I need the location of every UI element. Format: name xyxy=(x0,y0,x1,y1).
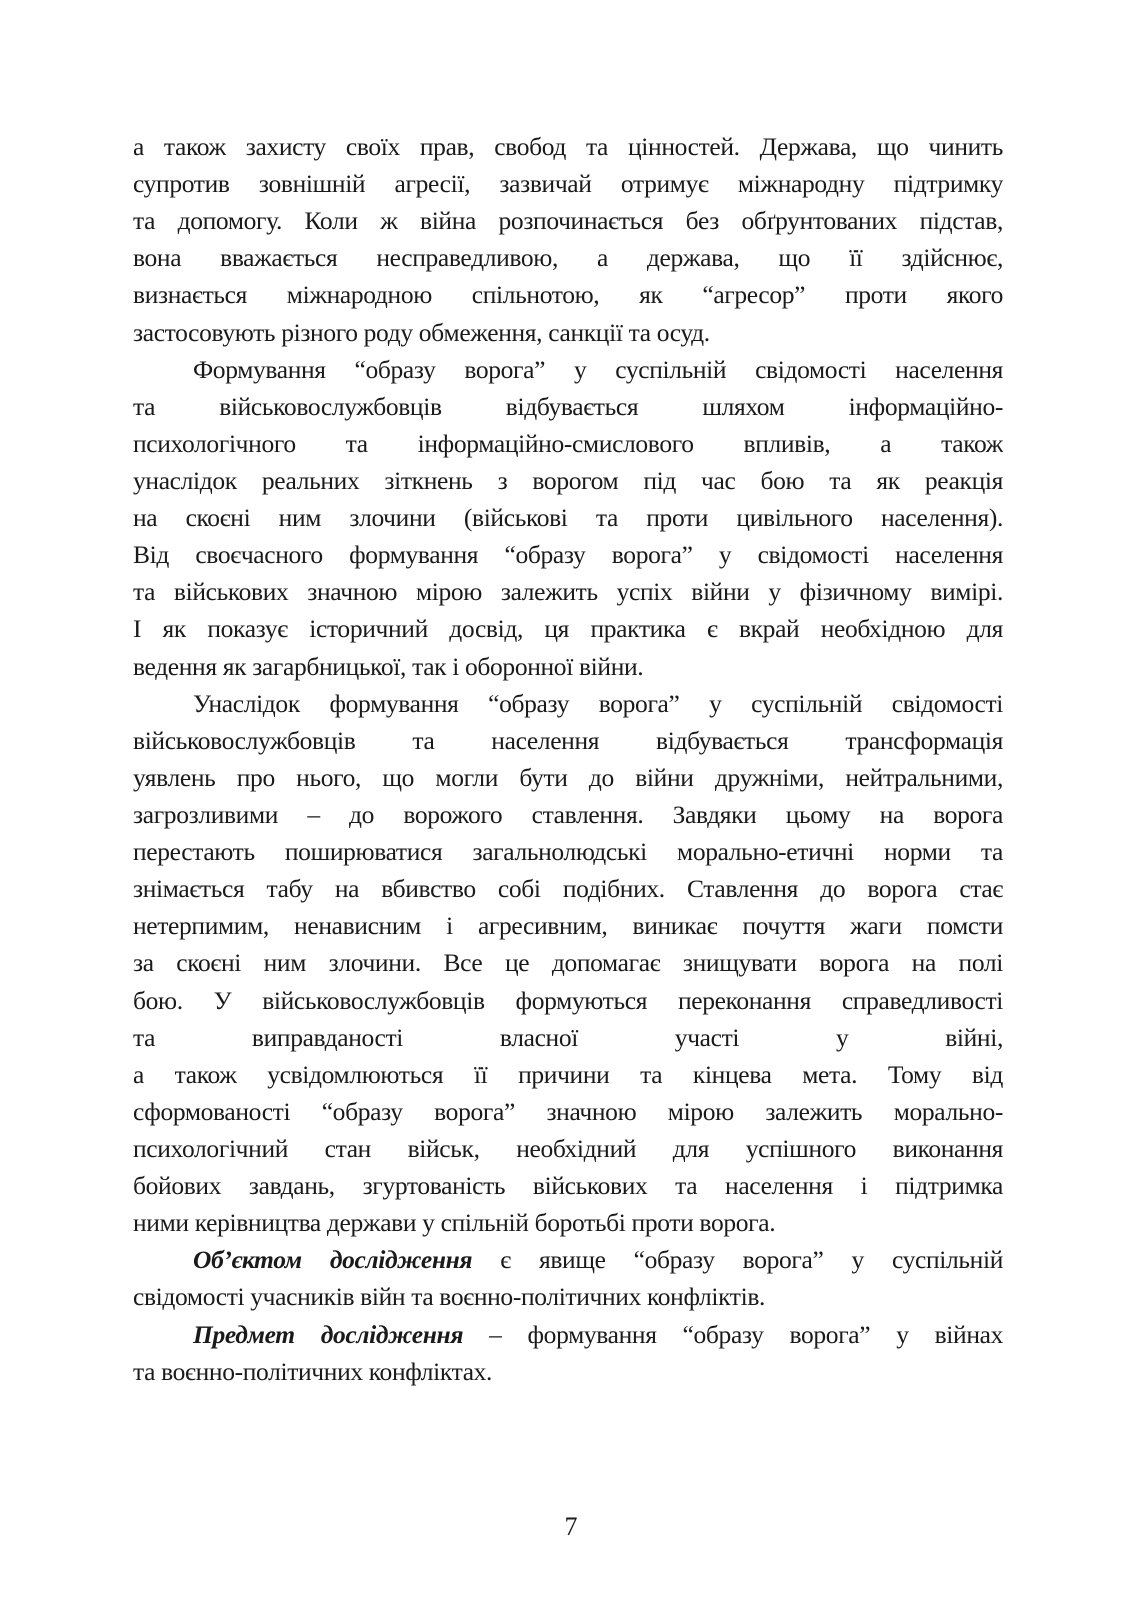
text-line: нетерпимим, ненависним і агресивним, виникає почуття жаги помсти xyxy=(133,911,1003,941)
text-line: та виправданості власної участі у війні, xyxy=(133,1022,1003,1052)
text-line: на скоєні ним злочини (військові та проти цивільного населення). xyxy=(133,503,1003,533)
text-line: загрозливими – до ворожого ставлення. Завдяки цьому на ворога xyxy=(133,799,1003,829)
text-line: військовослужбовців та населення відбувається трансформація xyxy=(133,725,1003,755)
text-line: та допомогу. Коли ж війна розпочинається без обґрунтованих підстав, xyxy=(133,206,1003,236)
text-line: знімається табу на вбивство собі подібних. Ставлення до ворога стає xyxy=(133,874,1003,904)
text-line: Від своєчасного формування “образу ворога” у свідомості населення xyxy=(133,540,1003,570)
object-of-study-line-2: свідомості учасників війн та воєнно-політичних конфліктів. xyxy=(133,1282,766,1312)
text-line: Унаслідок формування “образу ворога” у суспільній свідомості xyxy=(193,688,1003,718)
text-line: перестають поширюватися загальнолюдські морально-етичні норми та xyxy=(133,837,1003,867)
text-line: а також усвідомлюються її причини та кінцева мета. Тому від xyxy=(133,1059,1003,1089)
page-number: 7 xyxy=(564,1512,578,1541)
text-line: та військовослужбовців відбувається шляхом інформаційно- xyxy=(133,391,1003,421)
subject-of-study-term: Предмет дослідження xyxy=(193,1319,464,1349)
subject-of-study-line-2: та воєнно-політичних конфліктах. xyxy=(133,1356,493,1386)
text-line: бою. У військовослужбовців формуються переконання справедливості xyxy=(133,985,1003,1015)
text-line: уявлень про нього, що могли бути до війни дружніми, нейтральними, xyxy=(133,762,1003,792)
text-line: бойових завдань, згуртованість військових та населення і підтримка xyxy=(133,1171,1003,1201)
text-line: застосовують різного роду обмеження, санкції та осуд. xyxy=(133,317,710,347)
text-line: за скоєні ним злочини. Все це допомагає знищувати ворога на полі xyxy=(133,948,1003,978)
text-line: Формування “образу ворога” у суспільній свідомості населення xyxy=(193,354,1003,384)
subject-of-study-line-1: Предмет дослідження – формування “образу ворога” у війнах xyxy=(193,1319,1003,1349)
text-line: унаслідок реальних зіткнень з ворогом під час бою та як реакція xyxy=(133,465,1003,495)
paragraph-lines xyxy=(133,128,1003,1241)
object-of-study-line-1: Об’єктом дослідження є явище “образу ворога” у суспільній xyxy=(193,1245,1003,1275)
text-line: сформованості “образу ворога” значною мірою залежить морально- xyxy=(133,1096,1003,1126)
text-line: ними керівництва держави у спільній боротьбі проти ворога. xyxy=(133,1208,776,1238)
text-line: І як показує історичний досвід, ця практика є вкрай необхідною для xyxy=(133,614,1003,644)
text-line: ведення як загарбницької, так і оборонної війни. xyxy=(133,651,644,681)
text-line: супротив зовнішній агресії, зазвичай отримує міжнародну підтримку xyxy=(133,169,1003,199)
text-line: а також захисту своїх прав, свобод та цінностей. Держава, що чинить xyxy=(133,132,1003,161)
text-line: та військових значною мірою залежить успіх війни у фізичному вимірі. xyxy=(133,577,1003,607)
text-line: вона вважається несправедливою, а держава, що її здійснює, xyxy=(133,243,1003,273)
object-of-study-term: Об’єктом дослідження xyxy=(193,1245,473,1275)
text-line: психологічного та інформаційно-смислового впливів, а також xyxy=(133,428,1003,458)
text-line: визнається міжнародною спільнотою, як “агресор” проти якого xyxy=(133,280,1003,310)
body-text xyxy=(133,128,1003,1390)
text-line: психологічний стан військ, необхідний для успішного виконання xyxy=(133,1133,1003,1163)
